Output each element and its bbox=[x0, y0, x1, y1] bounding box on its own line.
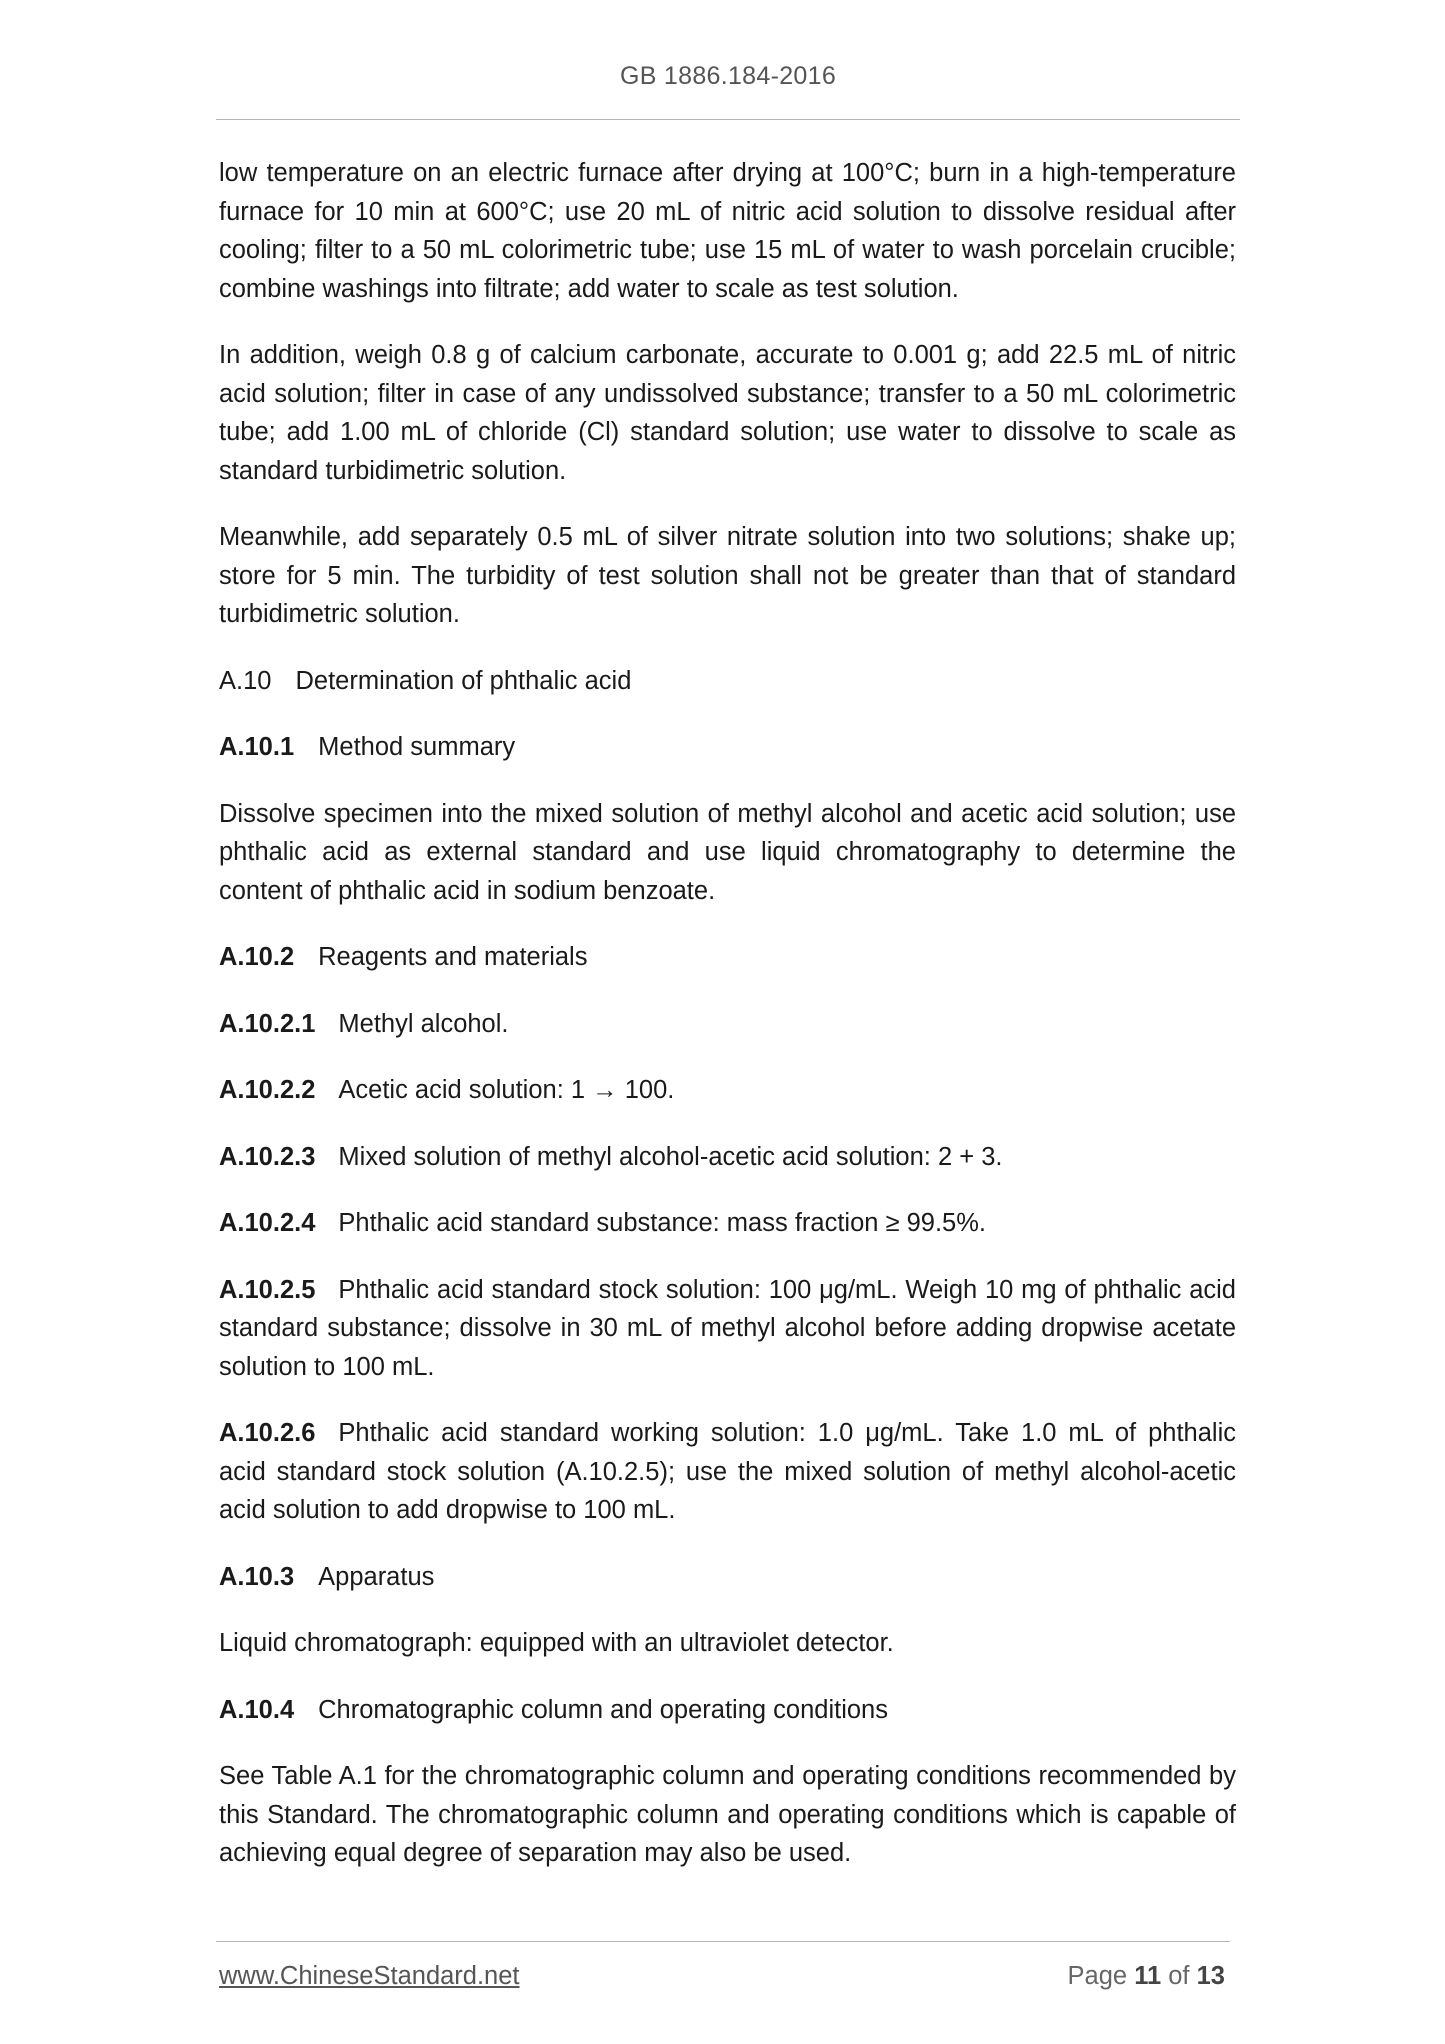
page-current: 11 bbox=[1134, 1962, 1162, 1990]
clause-text: Mixed solution of methyl alcohol-acetic acid solution: 2 + 3. bbox=[338, 1142, 1003, 1171]
section-title: Reagents and materials bbox=[318, 943, 588, 971]
clause-a10-2-5 bbox=[219, 1271, 1236, 1387]
section-number: A.10.4 bbox=[219, 1695, 295, 1724]
clause-number: A.10.2.1 bbox=[219, 1009, 316, 1038]
paragraph-method-summary: Dissolve specimen into the mixed solution of methyl alcohol and acetic acid solution; use phthalic acid as external standard and use liquid chromatography to determine the content of phthalic acid in sodium benzoate. bbox=[219, 799, 1236, 905]
section-a10-2-heading bbox=[219, 938, 1236, 977]
clause-text: Phthalic acid standard working solution: 1.0 μg/mL. Take 1.0 mL of phthalic acid standard stock solution (A.10.2.5); use the mixed solution of methyl alcohol-acetic acid solution to add dropwise to 100 mL. bbox=[219, 1419, 1236, 1524]
section-a10-4-heading bbox=[219, 1691, 1236, 1730]
section-a10-heading bbox=[219, 662, 1236, 701]
footer-divider bbox=[216, 1941, 1230, 1942]
clause-text: Acetic acid solution: 1 → 100. bbox=[338, 1076, 675, 1104]
clause-number: A.10.2.4 bbox=[219, 1209, 316, 1237]
clause-a10-2-2 bbox=[219, 1071, 1236, 1110]
document-header: GB 1886.184-2016 bbox=[619, 62, 837, 90]
page-label: Page bbox=[1067, 1962, 1128, 1990]
section-title: Method summary bbox=[318, 733, 516, 761]
section-title: Apparatus bbox=[318, 1562, 435, 1591]
paragraph-apparatus: Liquid chromatograph: equipped with an ultraviolet detector. bbox=[219, 1629, 894, 1657]
clause-a10-2-3 bbox=[219, 1138, 1236, 1177]
website-link[interactable]: www.ChineseStandard.net bbox=[219, 1962, 520, 1990]
section-number: A.10 bbox=[219, 666, 272, 695]
clause-text: Methyl alcohol. bbox=[338, 1009, 509, 1038]
section-a10-3-heading bbox=[219, 1558, 1236, 1597]
section-a10-1-heading bbox=[219, 728, 1236, 767]
paragraph-column-conditions: See Table A.1 for the chromatographic column and operating conditions recommended by this Standard. The chromatographic column and operating conditions which is capable of achieving equal degree of separation may also be used. bbox=[219, 1762, 1236, 1867]
clause-number: A.10.2.3 bbox=[219, 1142, 316, 1171]
page-of: of bbox=[1168, 1962, 1190, 1990]
section-number: A.10.3 bbox=[219, 1562, 295, 1591]
paragraph-meanwhile: Meanwhile, add separately 0.5 mL of silver nitrate solution into two solutions; shake up; store for 5 min. The turbidity of test solution shall not be greater than that of standard turbidimetric solution. bbox=[219, 523, 1236, 628]
section-number: A.10.2 bbox=[219, 943, 295, 971]
clause-number: A.10.2.5 bbox=[219, 1275, 316, 1304]
clause-a10-2-1 bbox=[219, 1005, 1236, 1044]
paragraph-standard-turbidimetric: In addition, weigh 0.8 g of calcium carbonate, accurate to 0.001 g; add 22.5 mL of nitric acid solution; filter in case of any undissolved substance; transfer to a 50 mL colorimetric tube; add 1.00 mL of chloride (Cl) standard solution; use water to dissolve to scale as standard turbidimetric solution. bbox=[219, 341, 1236, 485]
clause-number: A.10.2.6 bbox=[219, 1419, 316, 1447]
page-total: 13 bbox=[1196, 1962, 1225, 1990]
paragraph-test-solution: low temperature on an electric furnace after drying at 100°C; burn in a high-temperature furnace for 10 min at 600°C; use 20 mL of nitric acid solution to dissolve residual after cooling; filter to a 50 mL colorimetric tube; use 15 mL of water to wash porcelain crucible; combine washings into filtrate; add water to scale as test solution. bbox=[219, 159, 1236, 303]
clause-number: A.10.2.2 bbox=[219, 1076, 316, 1104]
document-body bbox=[219, 154, 1236, 1901]
section-title: Chromatographic column and operating conditions bbox=[318, 1695, 888, 1724]
clause-text: Phthalic acid standard stock solution: 100 μg/mL. Weigh 10 mg of phthalic acid standard substance; dissolve in 30 mL of methyl alcohol before adding dropwise acetate solution to 100 mL. bbox=[219, 1275, 1236, 1381]
section-number: A.10.1 bbox=[219, 733, 295, 761]
clause-a10-2-6 bbox=[219, 1414, 1236, 1530]
section-title: Determination of phthalic acid bbox=[295, 666, 632, 695]
clause-a10-2-4 bbox=[219, 1204, 1236, 1243]
page-number bbox=[1068, 1962, 1225, 1991]
header-divider bbox=[216, 119, 1240, 120]
clause-text: Phthalic acid standard substance: mass fraction ≥ 99.5%. bbox=[338, 1209, 986, 1237]
